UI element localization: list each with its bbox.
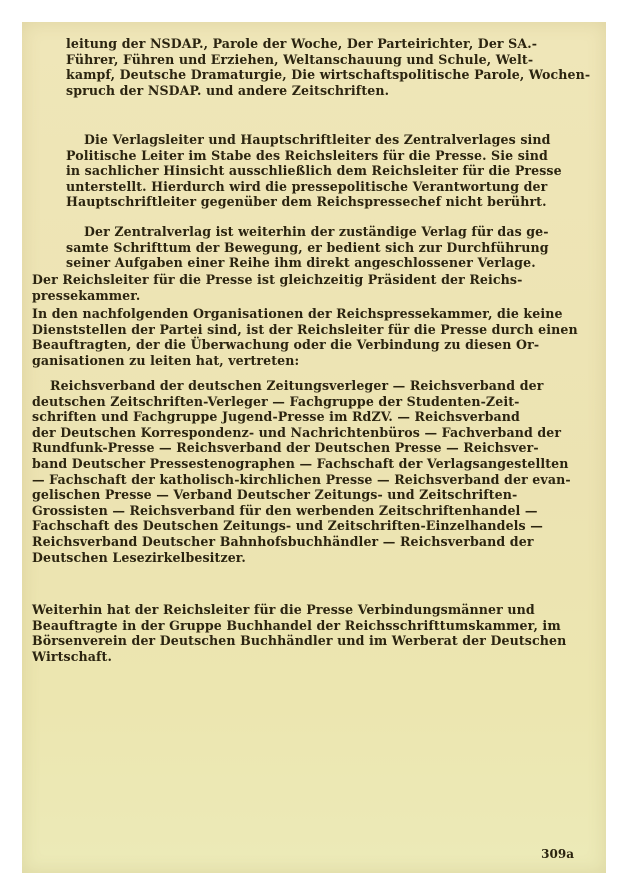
- text-line: deutschen Zeitschriften-Verleger — Fachgruppe der Studenten-Zeit-: [32, 393, 520, 409]
- text-line: Börsenverein der Deutschen Buchhändler und im Werberat der Deutschen: [32, 633, 567, 649]
- paragraph-organisations-intro: [32, 306, 594, 368]
- text-line: Dienststellen der Partei sind, ist der Reichsleiter für die Presse durch einen: [32, 321, 578, 337]
- text-line: Beauftragten, der die Überwachung oder die Verbindung zu diesen Or-: [32, 337, 540, 353]
- text-line: Führer, Führen und Erziehen, Weltanschauung und Schule, Welt-: [66, 51, 534, 67]
- text-line: Wirtschaft.: [32, 648, 112, 664]
- paragraph-publishing-heads: [66, 132, 594, 210]
- text-line: Deutschen Lesezirkelbesitzer.: [32, 549, 246, 565]
- text-line: Grossisten — Reichsverband für den werbenden Zeitschriftenhandel —: [32, 502, 538, 518]
- text-line: unterstellt. Hierdurch wird die pressepolitische Verantwortung der: [66, 178, 548, 194]
- text-line: der Deutschen Korrespondenz- und Nachrichtenbüros — Fachverband der: [32, 424, 562, 440]
- text-line: ganisationen zu leiten hat, vertreten:: [32, 352, 300, 368]
- text-line: gelischen Presse — Verband Deutscher Zeitungs- und Zeitschriften-: [32, 487, 518, 503]
- text-line: Weiterhin hat der Reichsleiter für die Presse Verbindungsmänner und: [32, 602, 535, 617]
- paragraph-president-press-chamber: [32, 272, 594, 303]
- text-line: in sachlicher Hinsicht ausschließlich dem Reichsleiter für die Presse: [66, 163, 562, 179]
- text-line: — Fachschaft der katholisch-kirchlichen Presse — Reichsverband der evan-: [32, 471, 571, 487]
- text-line: Beauftragte in der Gruppe Buchhandel der Reichsschrifttumskammer, im: [32, 617, 561, 633]
- page-number: 309a: [541, 847, 574, 861]
- text-line: Hauptschriftleiter gegenüber dem Reichspressechef nicht berührt.: [66, 194, 547, 210]
- paragraph-organisations-list: [32, 378, 594, 565]
- text-line: seiner Aufgaben einer Reihe ihm direkt angeschlossener Verlage.: [66, 255, 536, 271]
- text-line: kampf, Deutsche Dramaturgie, Die wirtschaftspolitische Parole, Wochen-: [66, 67, 591, 83]
- text-line: spruch der NSDAP. und andere Zeitschriften.: [66, 82, 390, 98]
- text-line: Rundfunk-Presse — Reichsverband der Deutschen Presse — Reichsver-: [32, 440, 539, 456]
- text-line: pressekammer.: [32, 287, 141, 303]
- paragraph-central-publisher: [66, 224, 594, 271]
- paragraph-periodicals-list: [66, 36, 594, 98]
- text-line: schriften und Fachgruppe Jugend-Presse im RdZV. — Reichsverband: [32, 409, 520, 425]
- text-line: Der Zentralverlag ist weiterhin der zuständige Verlag für das ge-: [84, 224, 549, 239]
- text-line: samte Schrifttum der Bewegung, er bedient sich zur Durchführung: [66, 239, 549, 255]
- document-page: [22, 22, 606, 873]
- text-line: Fachschaft des Deutschen Zeitungs- und Zeitschriften-Einzelhandels —: [32, 518, 543, 534]
- text-line: leitung der NSDAP., Parole der Woche, Der Parteirichter, Der SA.-: [66, 36, 538, 51]
- text-line: band Deutscher Pressestenographen — Fachschaft der Verlagsangestellten: [32, 455, 569, 471]
- paragraph-liaison-officers: [32, 602, 594, 664]
- text-line: Der Reichsleiter für die Presse ist gleichzeitig Präsident der Reichs-: [32, 272, 523, 287]
- text-line: Reichsverband der deutschen Zeitungsverleger — Reichsverband der: [50, 378, 544, 393]
- text-line: Reichsverband Deutscher Bahnhofsbuchhändler — Reichsverband der: [32, 533, 534, 549]
- text-line: Die Verlagsleiter und Hauptschriftleiter des Zentralverlages sind: [84, 132, 551, 147]
- text-line: In den nachfolgenden Organisationen der Reichspressekammer, die keine: [32, 306, 563, 321]
- text-line: Politische Leiter im Stabe des Reichsleiters für die Presse. Sie sind: [66, 147, 548, 163]
